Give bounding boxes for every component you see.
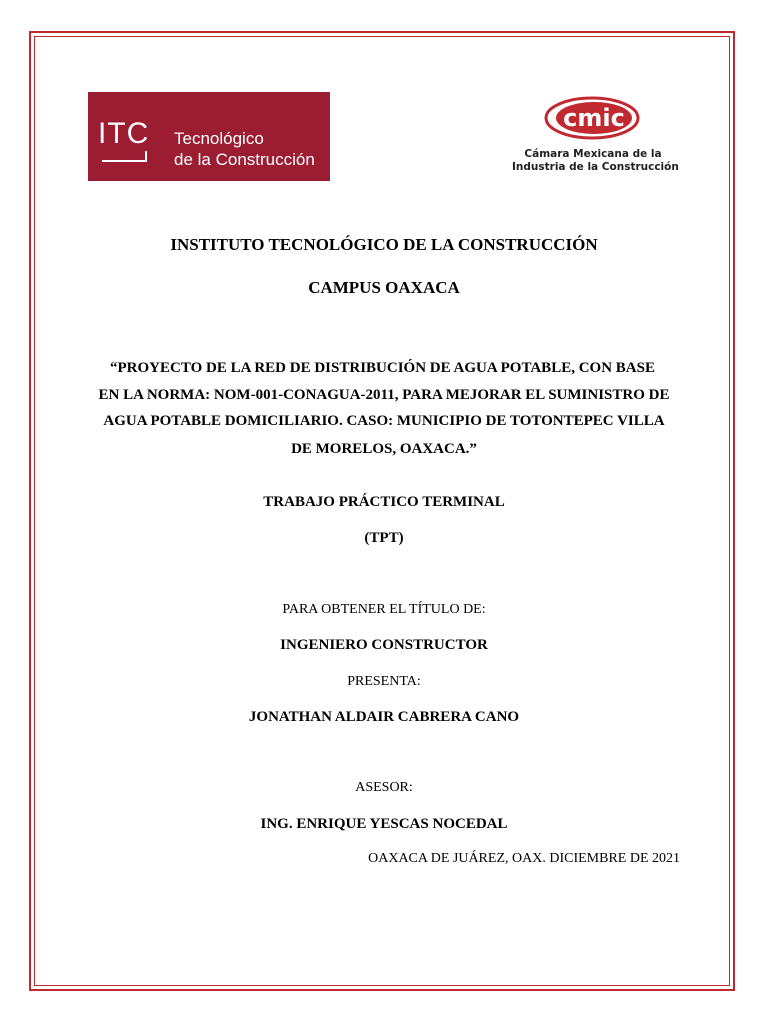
- presents-label: PRESENTA:: [347, 674, 421, 689]
- project-title-line-1: “PROYECTO DE LA RED DE DISTRIBUCIÓN DE AGUA POTABLE, CON BASE: [110, 360, 655, 376]
- project-title-line-2: EN LA NORMA: NOM-001-CONAGUA-2011, PARA MEJORAR EL SUMINISTRO DE: [98, 387, 670, 403]
- itc-logo-abbr: ITC: [98, 117, 150, 150]
- itc-logo-name: [174, 128, 315, 170]
- place-date: OAXACA DE JUÁREZ, OAX. DICIEMBRE DE 2021: [368, 851, 680, 866]
- itc-logo-name-line1: Tecnológico: [174, 129, 264, 148]
- advisor-label: ASESOR:: [355, 780, 413, 795]
- itc-logo-name-line2: de la Construcción: [174, 150, 315, 169]
- degree-name: INGENIERO CONSTRUCTOR: [280, 637, 488, 653]
- degree-intro: PARA OBTENER EL TÍTULO DE:: [282, 602, 486, 617]
- work-type: TRABAJO PRÁCTICO TERMINAL: [263, 494, 505, 510]
- itc-logo: [88, 92, 330, 181]
- campus-title: CAMPUS OAXACA: [308, 278, 460, 297]
- cmic-logo-mark: [544, 96, 640, 140]
- author-name: JONATHAN ALDAIR CABRERA CANO: [248, 709, 520, 725]
- project-title-line-3: AGUA POTABLE DOMICILIARIO. CASO: MUNICIPIO DE TOTONTEPEC VILLA: [103, 413, 665, 429]
- cmic-logo-name-line1: Cámara Mexicana de la: [524, 148, 662, 160]
- cmic-logo: [512, 96, 679, 180]
- work-abbr: (TPT): [364, 530, 404, 546]
- cmic-logo-wordmark: cmic: [563, 104, 625, 132]
- cmic-logo-name-line2: Industria de la Construcción: [512, 161, 679, 173]
- project-title-line-4: DE MORELOS, OAXACA.”: [291, 441, 477, 457]
- institution-title: INSTITUTO TECNOLÓGICO DE LA CONSTRUCCIÓN: [170, 235, 598, 254]
- cmic-logo-name: [512, 148, 679, 174]
- advisor-name: ING. ENRIQUE YESCAS NOCEDAL: [260, 816, 508, 832]
